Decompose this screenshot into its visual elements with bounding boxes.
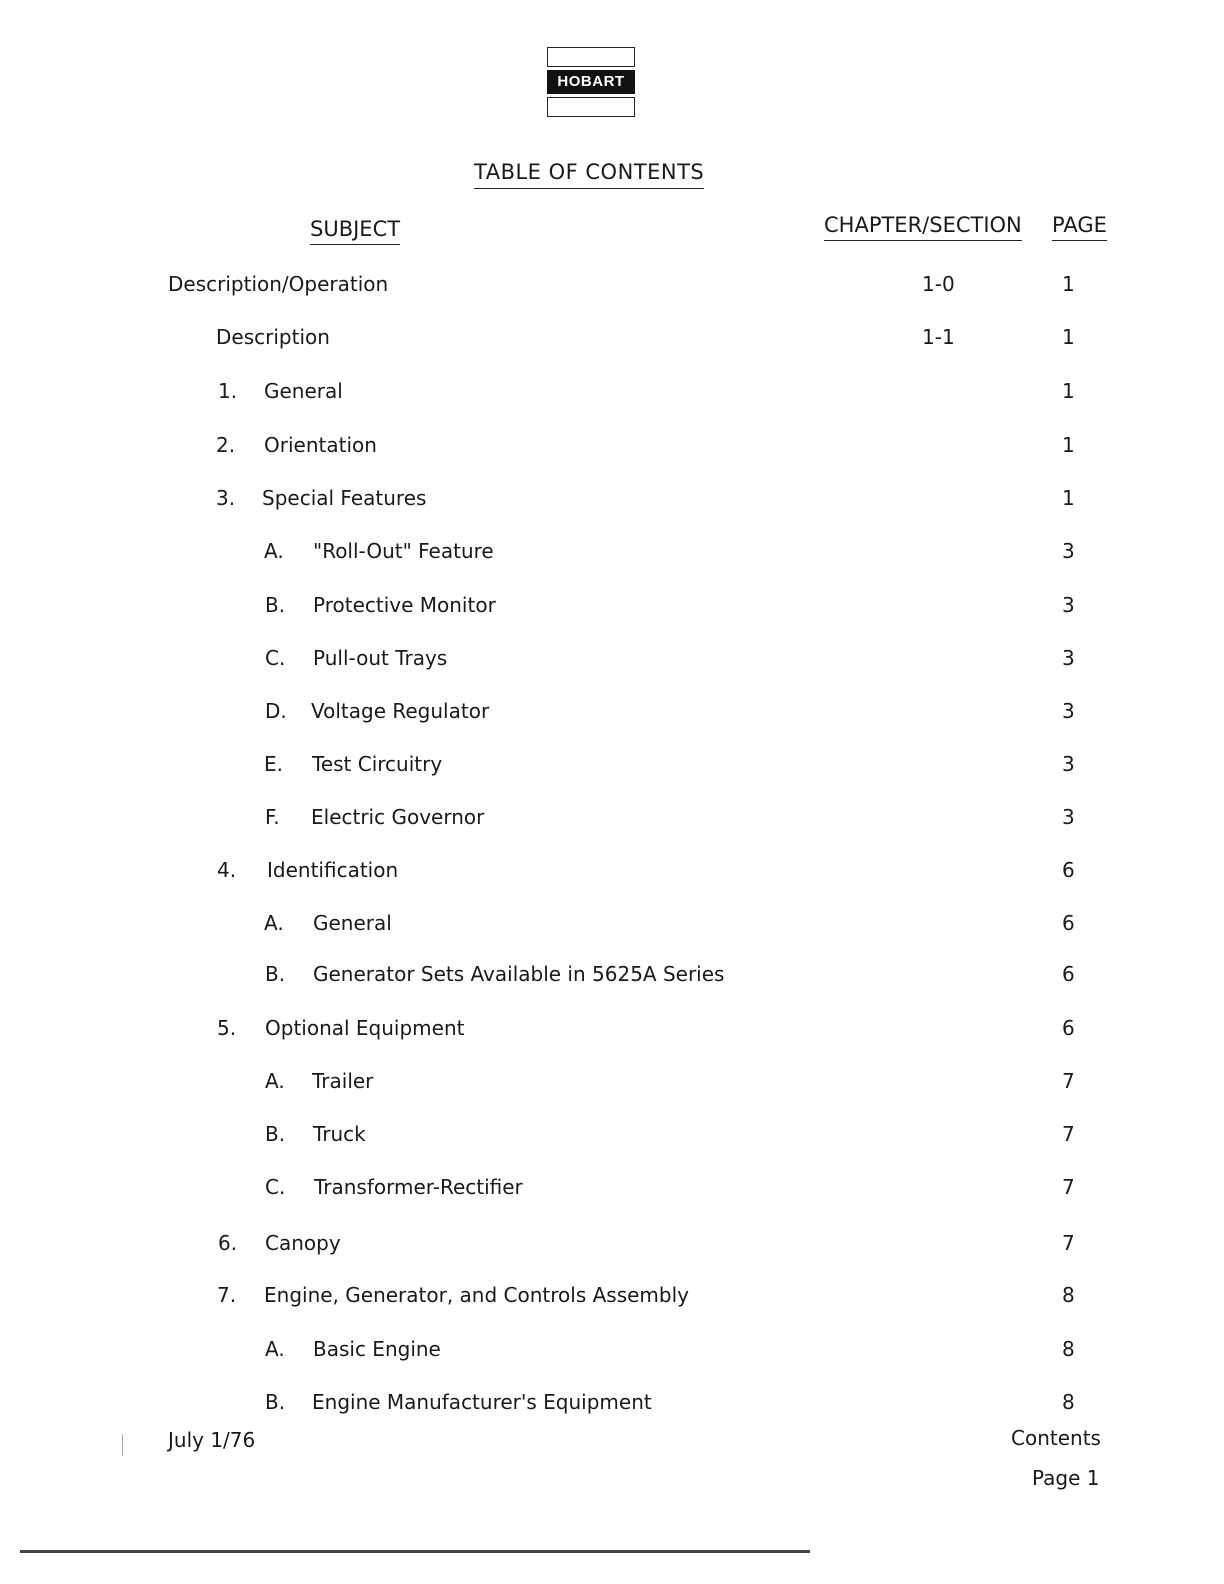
- toc-row: [0, 699, 1224, 729]
- toc-row: [0, 1390, 1224, 1420]
- toc-subject: Description/Operation: [168, 272, 389, 296]
- page-title: TABLE OF CONTENTS: [474, 160, 704, 189]
- logo-text: HOBART: [547, 70, 635, 94]
- toc-row: [0, 858, 1224, 888]
- toc-row: [0, 1069, 1224, 1099]
- toc-page-number: 6: [1062, 962, 1075, 986]
- toc-subject: Special Features: [262, 486, 427, 510]
- toc-subject: Protective Monitor: [313, 593, 496, 617]
- toc-row: [0, 1283, 1224, 1313]
- toc-subject: Transformer-Rectifier: [314, 1175, 523, 1199]
- toc-row: [0, 1175, 1224, 1205]
- toc-subject: General: [313, 911, 392, 935]
- scan-edge-mark: [122, 1434, 123, 1456]
- toc-page-number: 1: [1062, 379, 1075, 403]
- toc-number: 1.: [218, 379, 238, 403]
- toc-page-number: 3: [1062, 646, 1075, 670]
- toc-number: C.: [265, 1175, 286, 1199]
- toc-row: [0, 1231, 1224, 1261]
- toc-page-number: 8: [1062, 1390, 1075, 1414]
- toc-row: [0, 962, 1224, 992]
- toc-subject: General: [264, 379, 343, 403]
- scan-bottom-rule: [20, 1550, 810, 1553]
- footer-contents-label: Contents: [1011, 1426, 1101, 1450]
- toc-page-number: 6: [1062, 911, 1075, 935]
- toc-number: E.: [264, 752, 283, 776]
- logo-bottom-box: [547, 97, 635, 117]
- toc-subject: Basic Engine: [313, 1337, 441, 1361]
- toc-row: [0, 1337, 1224, 1367]
- toc-page-number: 7: [1062, 1122, 1075, 1146]
- toc-row: [0, 646, 1224, 676]
- toc-number: B.: [265, 962, 286, 986]
- footer-date: July 1/76: [168, 1428, 256, 1452]
- toc-number: 4.: [217, 858, 237, 882]
- toc-subject: Voltage Regulator: [311, 699, 490, 723]
- toc-page-number: 3: [1062, 593, 1075, 617]
- toc-row: [0, 379, 1224, 409]
- toc-number: A.: [264, 539, 284, 563]
- toc-subject: Pull-out Trays: [313, 646, 448, 670]
- toc-row: [0, 486, 1224, 516]
- toc-page-number: 3: [1062, 539, 1075, 563]
- toc-subject: Canopy: [265, 1231, 341, 1255]
- toc-number: B.: [265, 1390, 286, 1414]
- toc-page-number: 6: [1062, 858, 1075, 882]
- toc-subject: Engine, Generator, and Controls Assembly: [264, 1283, 689, 1307]
- toc-row: [0, 272, 1224, 302]
- toc-page-number: 8: [1062, 1337, 1075, 1361]
- toc-number: 5.: [217, 1016, 237, 1040]
- toc-page-number: 1: [1062, 433, 1075, 457]
- toc-page-number: 3: [1062, 805, 1075, 829]
- toc-number: 2.: [216, 433, 236, 457]
- toc-page-number: 6: [1062, 1016, 1075, 1040]
- toc-number: B.: [265, 1122, 286, 1146]
- footer-page-number: Page 1: [1032, 1466, 1100, 1490]
- toc-subject: Description: [216, 325, 330, 349]
- toc-section: 1-0: [922, 272, 955, 296]
- toc-row: [0, 752, 1224, 782]
- toc-subject: Trailer: [312, 1069, 374, 1093]
- toc-row: [0, 593, 1224, 623]
- toc-section: 1-1: [922, 325, 955, 349]
- toc-number: A.: [264, 911, 284, 935]
- toc-page-number: 7: [1062, 1231, 1075, 1255]
- logo-top-box: [547, 47, 635, 67]
- toc-subject: Generator Sets Available in 5625A Series: [313, 962, 725, 986]
- toc-page-number: 7: [1062, 1175, 1075, 1199]
- subject-header: SUBJECT: [310, 217, 400, 245]
- toc-subject: Orientation: [264, 433, 377, 457]
- toc-subject: Identification: [267, 858, 399, 882]
- toc-subject: Engine Manufacturer's Equipment: [312, 1390, 652, 1414]
- toc-subject: Test Circuitry: [312, 752, 443, 776]
- toc-page-number: 3: [1062, 752, 1075, 776]
- toc-number: A.: [265, 1337, 285, 1361]
- toc-row: [0, 1122, 1224, 1152]
- toc-page-number: 7: [1062, 1069, 1075, 1093]
- toc-number: D.: [265, 699, 287, 723]
- toc-row: [0, 433, 1224, 463]
- toc-number: C.: [265, 646, 286, 670]
- page-header: PAGE: [1052, 213, 1107, 241]
- chapter-section-header: CHAPTER/SECTION: [824, 213, 1022, 241]
- hobart-logo: [547, 47, 635, 117]
- toc-number: 7.: [217, 1283, 237, 1307]
- toc-number: F.: [265, 805, 280, 829]
- toc-subject: "Roll-Out" Feature: [313, 539, 494, 563]
- toc-number: B.: [265, 593, 286, 617]
- toc-page-number: 1: [1062, 325, 1075, 349]
- toc-page-number: 8: [1062, 1283, 1075, 1307]
- toc-row: [0, 911, 1224, 941]
- toc-page-number: 1: [1062, 272, 1075, 296]
- toc-page-number: 1: [1062, 486, 1075, 510]
- toc-number: 3.: [216, 486, 236, 510]
- toc-subject: Electric Governor: [311, 805, 485, 829]
- toc-subject: Truck: [313, 1122, 366, 1146]
- toc-row: [0, 805, 1224, 835]
- toc-subject: Optional Equipment: [265, 1016, 465, 1040]
- toc-row: [0, 539, 1224, 569]
- toc-row: [0, 325, 1224, 355]
- toc-row: [0, 1016, 1224, 1046]
- toc-page-number: 3: [1062, 699, 1075, 723]
- toc-number: A.: [265, 1069, 285, 1093]
- toc-number: 6.: [218, 1231, 238, 1255]
